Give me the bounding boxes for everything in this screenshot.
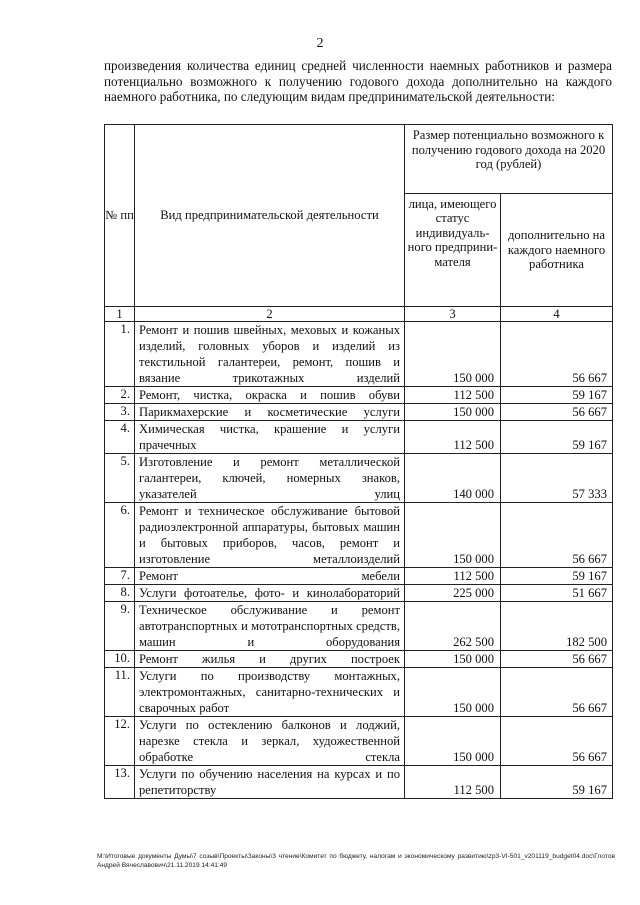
- page-number: 2: [316, 36, 324, 51]
- row-per-employee-income: 57 333: [501, 454, 613, 503]
- row-entrepreneur-income: 112 500: [405, 387, 501, 404]
- row-activity: Услуги по обучению населения на курсах и по репетиторству: [135, 766, 405, 799]
- column-number: 4: [501, 307, 613, 322]
- table-row: [105, 766, 613, 799]
- row-number: 3.: [105, 404, 135, 421]
- column-number: 1: [105, 307, 135, 322]
- table-row: [105, 454, 613, 503]
- row-activity: Услуги по остеклению балконов и лоджий, нарезке стекла и зеркал, художественной обработке стекла: [135, 717, 405, 766]
- row-activity: Изготовление и ремонт металлической галантереи, ключей, номерных знаков, указателей улиц: [135, 454, 405, 503]
- row-entrepreneur-income: 112 500: [405, 421, 501, 454]
- file-path-footer: M:\Итоговые документы Думы\7 созыв\Проекты\Законы\3 чтение\Комитет по бюджету, налогам и экономическому развитию\zp3-VI-501_v201119_budget04.doc\Глотов Андрей Вячеславович\21.11.2019 14:41:49: [97, 853, 615, 869]
- row-per-employee-income: 56 667: [501, 717, 613, 766]
- income-table: [104, 124, 613, 799]
- header-entrepreneur: [405, 193, 501, 306]
- row-entrepreneur-income: 150 000: [405, 717, 501, 766]
- intro-paragraph: произведения количества единиц средней численности наемных работников и размера потенциально возможного к получению годового дохода дополнительно на каждого наемного работника, по следующим видам предпринимательской деятельности:: [104, 58, 612, 104]
- row-per-employee-income: 56 667: [501, 503, 613, 568]
- row-number: 2.: [105, 387, 135, 404]
- row-per-employee-income: 182 500: [501, 602, 613, 651]
- row-number: 7.: [105, 568, 135, 585]
- row-per-employee-income: 51 667: [501, 585, 613, 602]
- row-activity: Техническое обслуживание и ремонт автотранспортных и мототранспортных средств, машин и оборудования: [135, 602, 405, 651]
- column-numbers-row: [105, 307, 613, 322]
- column-number: 3: [405, 307, 501, 322]
- row-per-employee-income: 59 167: [501, 568, 613, 585]
- row-activity: Услуги по производству монтажных, электромонтажных, санитарно-технических и сварочных работ: [135, 668, 405, 717]
- row-number: 11.: [105, 668, 135, 717]
- row-entrepreneur-income: 150 000: [405, 651, 501, 668]
- row-entrepreneur-income: 150 000: [405, 322, 501, 387]
- table-row: [105, 387, 613, 404]
- row-activity: Ремонт жилья и других построек: [135, 651, 405, 668]
- row-number: 4.: [105, 421, 135, 454]
- table-row: [105, 585, 613, 602]
- row-entrepreneur-income: 150 000: [405, 668, 501, 717]
- row-entrepreneur-income: 112 500: [405, 568, 501, 585]
- row-per-employee-income: 59 167: [501, 387, 613, 404]
- row-entrepreneur-income: 112 500: [405, 766, 501, 799]
- table-row: [105, 404, 613, 421]
- row-number: 13.: [105, 766, 135, 799]
- row-activity: Услуги фотоателье, фото- и кинолабораторий: [135, 585, 405, 602]
- row-number: 5.: [105, 454, 135, 503]
- row-entrepreneur-income: 150 000: [405, 503, 501, 568]
- header-per-employee: дополнительно на каждого наемного работника: [501, 193, 613, 306]
- row-number: 1.: [105, 322, 135, 387]
- table-row: [105, 568, 613, 585]
- row-entrepreneur-income: 225 000: [405, 585, 501, 602]
- row-activity: Ремонт, чистка, окраска и пошив обуви: [135, 387, 405, 404]
- row-number: 6.: [105, 503, 135, 568]
- table-row: [105, 602, 613, 651]
- column-number: 2: [135, 307, 405, 322]
- row-per-employee-income: 56 667: [501, 668, 613, 717]
- row-per-employee-income: 56 667: [501, 322, 613, 387]
- row-activity: Ремонт и пошив швейных, меховых и кожаных изделий, головных уборов и изделий из текстильной галантереи, ремонт, пошив и вязание трикотажных изделий: [135, 322, 405, 387]
- row-per-employee-income: 59 167: [501, 421, 613, 454]
- row-activity: Парикмахерские и косметические услуги: [135, 404, 405, 421]
- table-header-row: [105, 125, 613, 194]
- row-activity: Ремонт и техническое обслуживание бытовой радиоэлектронной аппаратуры, бытовых машин и бытовых приборов, часов, ремонт и изготовление металлоизделий: [135, 503, 405, 568]
- table-row: [105, 717, 613, 766]
- row-number: 10.: [105, 651, 135, 668]
- row-entrepreneur-income: 140 000: [405, 454, 501, 503]
- row-entrepreneur-income: 262 500: [405, 602, 501, 651]
- row-entrepreneur-income: 150 000: [405, 404, 501, 421]
- row-per-employee-income: 59 167: [501, 766, 613, 799]
- header-kind: Вид предпринимательской деятельности: [135, 125, 405, 307]
- row-activity: Химическая чистка, крашение и услуги прачечных: [135, 421, 405, 454]
- row-number: 12.: [105, 717, 135, 766]
- header-income-group: Размер потенциально возможного к получению годового дохода на 2020 год (рублей): [405, 125, 613, 194]
- header-entrepreneur-text: лица, имеющего статус индивидуаль-ного предприни-мателя: [407, 196, 498, 269]
- table-row: [105, 421, 613, 454]
- row-per-employee-income: 56 667: [501, 404, 613, 421]
- table-row: [105, 668, 613, 717]
- row-number: 8.: [105, 585, 135, 602]
- table-row: [105, 651, 613, 668]
- row-number: 9.: [105, 602, 135, 651]
- row-per-employee-income: 56 667: [501, 651, 613, 668]
- table-row: [105, 503, 613, 568]
- table-row: [105, 322, 613, 387]
- row-activity: Ремонт мебели: [135, 568, 405, 585]
- header-num: № пп: [105, 125, 135, 307]
